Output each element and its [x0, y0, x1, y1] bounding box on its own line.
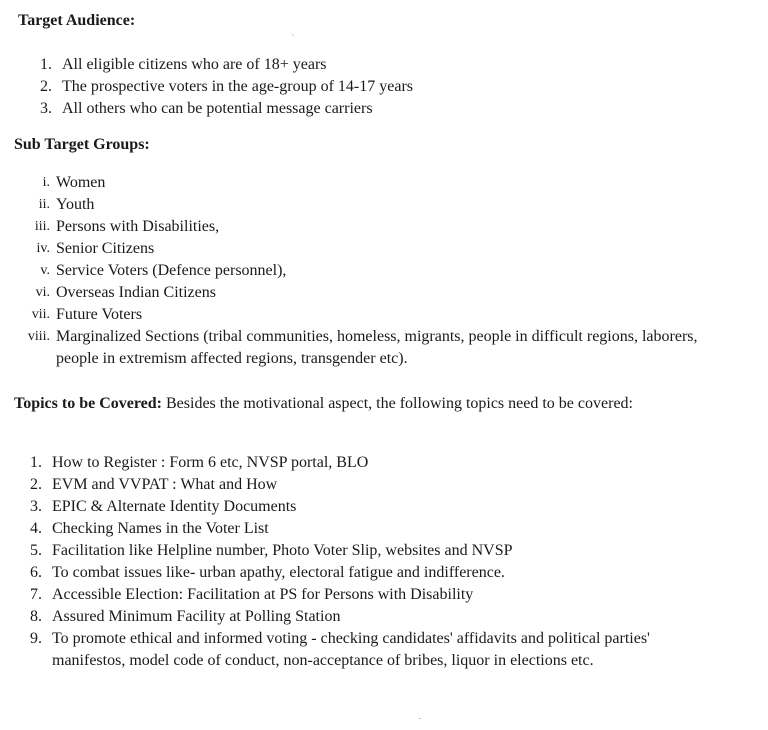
list-marker: iv. [36, 241, 50, 256]
list-item [20, 518, 710, 540]
list-marker: 1. [40, 56, 52, 73]
list-item-text: Facilitation like Helpline number, Photo Voter Slip, websites and NVSP [52, 542, 513, 559]
list-marker: 7. [30, 586, 42, 603]
list-item-text: Service Voters (Defence personnel), [56, 262, 287, 279]
list-marker: 6. [30, 564, 42, 581]
list-item-text: To combat issues like- urban apathy, electoral fatigue and indifference. [52, 564, 505, 581]
list-item-text: Youth [56, 196, 95, 213]
list-marker: 8. [30, 608, 42, 625]
list-item-text: EVM and VVPAT : What and How [52, 476, 278, 493]
list-item [14, 260, 714, 282]
list-item [14, 172, 714, 194]
sub-target-groups-heading: Sub Target Groups: [14, 136, 150, 153]
list-item [14, 238, 714, 260]
list-item [20, 474, 710, 496]
list-marker: 3. [30, 498, 42, 515]
list-marker: iii. [34, 219, 50, 234]
list-item [14, 282, 714, 304]
topics-heading: Topics to be Covered: [14, 395, 162, 412]
list-marker: 9. [30, 630, 42, 647]
list-item [20, 496, 710, 518]
list-item-text: All eligible citizens who are of 18+ years [62, 56, 327, 73]
list-marker: v. [40, 263, 50, 278]
list-item [20, 452, 710, 474]
list-item [20, 584, 710, 606]
list-marker: 2. [40, 78, 52, 95]
list-item [20, 628, 710, 672]
target-audience-list [30, 54, 730, 120]
scan-speck: ' [292, 33, 294, 44]
list-item-text: Marginalized Sections (tribal communities, homeless, migrants, people in difficult regions, laborers, people in extremism affected regions, transgender etc). [56, 328, 698, 367]
list-item-text: Checking Names in the Voter List [52, 520, 269, 537]
list-item [14, 194, 714, 216]
list-marker: vii. [31, 307, 50, 322]
topics-intro-paragraph [14, 394, 714, 413]
list-item-text: The prospective voters in the age-group of 14-17 years [62, 78, 413, 95]
list-item-text: Future Voters [56, 306, 143, 323]
list-item [30, 76, 730, 98]
topics-list [20, 452, 710, 672]
list-item [20, 540, 710, 562]
list-item [20, 606, 710, 628]
scan-speck: - [418, 713, 422, 724]
list-marker: ii. [38, 197, 50, 212]
list-item-text: Assured Minimum Facility at Polling Station [52, 608, 341, 625]
list-item [14, 326, 714, 370]
list-item-text: To promote ethical and informed voting - checking candidates' affidavits and political parties' manifestos, model code of conduct, non-acceptance of bribes, liquor in elections etc. [52, 630, 650, 669]
list-marker: i. [42, 175, 50, 190]
list-marker: 1. [30, 454, 42, 471]
sub-target-groups-list [14, 172, 714, 370]
list-item-text: Overseas Indian Citizens [56, 284, 216, 301]
list-item-text: Persons with Disabilities, [56, 218, 220, 235]
list-item-text: Accessible Election: Facilitation at PS for Persons with Disability [52, 586, 474, 603]
list-marker: 5. [30, 542, 42, 559]
list-item [14, 304, 714, 326]
list-marker: viii. [27, 329, 50, 344]
target-audience-heading: Target Audience: [18, 12, 136, 29]
list-marker: vi. [35, 285, 50, 300]
list-item [30, 98, 730, 120]
list-item-text: Senior Citizens [56, 240, 155, 257]
list-item-text: How to Register : Form 6 etc, NVSP portal, BLO [52, 454, 369, 471]
list-item [14, 216, 714, 238]
list-marker: 3. [40, 100, 52, 117]
list-item [20, 562, 710, 584]
list-item-text: All others who can be potential message carriers [62, 100, 373, 117]
list-item-text: Women [56, 174, 106, 191]
topics-intro-text: Besides the motivational aspect, the following topics need to be covered: [166, 395, 633, 412]
list-item-text: EPIC & Alternate Identity Documents [52, 498, 297, 515]
list-item [30, 54, 730, 76]
list-marker: 4. [30, 520, 42, 537]
list-marker: 2. [30, 476, 42, 493]
